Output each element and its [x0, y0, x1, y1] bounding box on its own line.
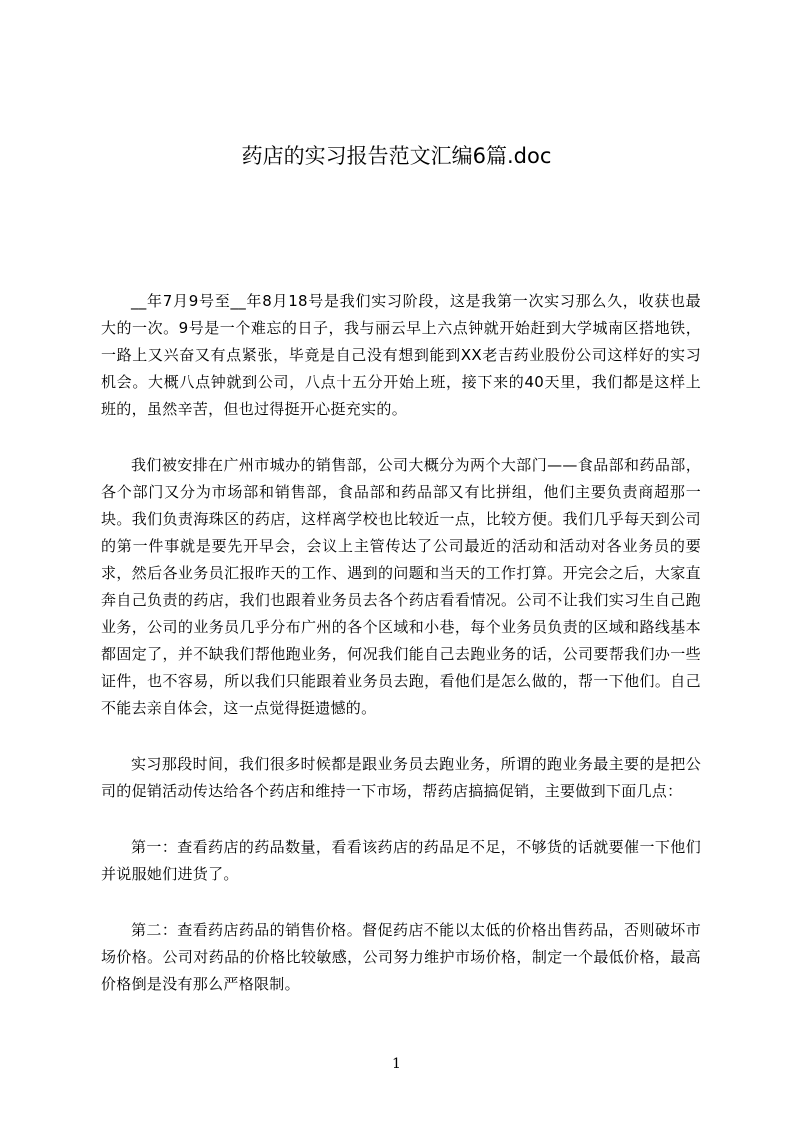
document-body	[101, 288, 701, 1027]
paragraph-3: 实习那段时间，我们很多时候都是跟业务员去跑业务，所谓的跑业务最主要的是把公司的促销活动传达给各个药店和维持一下市场，帮药店搞搞促销，主要做到下面几点：	[101, 755, 701, 800]
page-number: 1	[392, 1056, 401, 1072]
paragraph-1: __年7月9号至__年8月18号是我们实习阶段，这是我第一次实习那么久，收获也最大的一次。9号是一个难忘的日子，我与丽云早上六点钟就开始赶到大学城南区搭地铁，一路上又兴奋又有点紧张，毕竟是自己没有想到能到XX老吉药业股份公司这样好的实习机会。大概八点钟就到公司，八点十五分开始上班，接下来的40天里，我们都是这样上班的，虽然辛苦，但也过得挺开心挺充实的。	[101, 292, 701, 418]
paragraph-2: 我们被安排在广州市城办的销售部，公司大概分为两个大部门——食品部和药品部，各个部门又分为市场部和销售部，食品部和药品部又有比拼组，他们主要负责商超那一块。我们负责海珠区的药店，这样离学校也比较近一点，比较方便。我们几乎每天到公司的第一件事就是要先开早会，会议上主管传达了公司最近的活动和活动对各业务员的要求，然后各业务员汇报昨天的工作、遇到的问题和当天的工作打算。开完会之后，大家直奔自己负责的药店，我们也跟着业务员去各个药店看看情况。公司不让我们实习生自己跑业务，公司的业务员几乎分布广州的各个区域和小巷，每个业务员负责的区域和路线基本都固定了，并不缺我们帮他跑业务，何况我们能自己去跑业务的话，公司要帮我们办一些证件，也不容易，所以我们只能跟着业务员去跑，看他们是怎么做的，帮一下他们。自己不能去亲自体会，这一点觉得挺遗憾的。	[101, 456, 701, 717]
document-title: 药店的实习报告范文汇编6篇.doc	[241, 144, 552, 168]
paragraph-4: 第一：查看药店的药品数量，看看该药店的药品足不足，不够货的话就要催一下他们并说服她们进货了。	[101, 838, 701, 883]
paragraph-5: 第二：查看药店药品的销售价格。督促药店不能以太低的价格出售药品，否则破坏市场价格。公司对药品的价格比较敏感，公司努力维护市场价格，制定一个最低价格，最高价格倒是没有那么严格限制。	[101, 921, 701, 993]
